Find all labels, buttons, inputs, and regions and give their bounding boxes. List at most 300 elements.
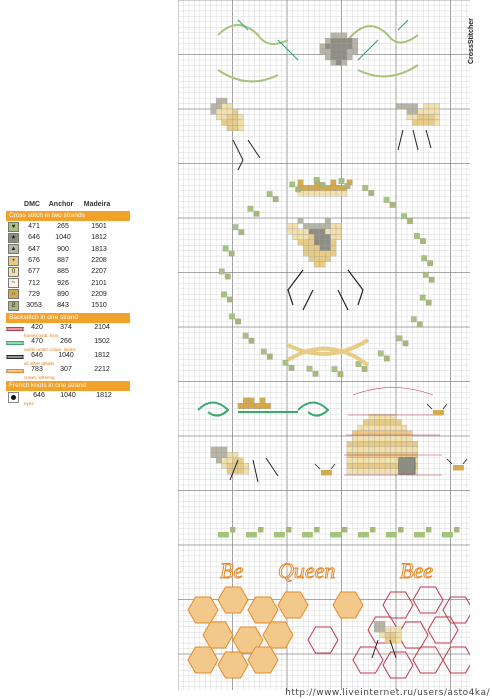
wreath-leaf (362, 366, 367, 371)
wreath-leaf (233, 225, 238, 230)
dmc-number: 729 (28, 290, 40, 298)
central-bee (309, 229, 314, 234)
bee-comb (385, 627, 390, 632)
crown-top (320, 191, 325, 196)
small-crown (243, 403, 248, 408)
central-bee (320, 234, 325, 239)
leaf-row (218, 532, 229, 537)
bee-middle (243, 463, 248, 468)
central-bee (325, 229, 330, 234)
crown-top (309, 185, 314, 190)
beehive (363, 441, 368, 446)
dmc-number: 646 (28, 234, 40, 242)
bee-comb (391, 627, 396, 632)
beehive (374, 469, 379, 474)
beehive (374, 463, 379, 468)
wreath-leaf (239, 230, 244, 235)
thread-usage: swirls under crown, stems (24, 347, 76, 353)
beehive (391, 469, 396, 474)
beehive (369, 463, 374, 468)
bee-left (233, 120, 238, 125)
beehive (412, 441, 417, 446)
bee-left (227, 109, 232, 114)
beehive (385, 469, 390, 474)
backstitch-list (6, 323, 130, 379)
bee-right (429, 109, 434, 114)
leaf-row (370, 527, 375, 532)
central-bee (314, 256, 319, 261)
cross-row (6, 255, 130, 266)
bee-middle (233, 452, 238, 457)
bee-middle (216, 458, 221, 463)
wreath-leaf (249, 338, 254, 343)
symbol-swatch: + (8, 256, 19, 266)
madeira-number: 2209 (91, 290, 107, 298)
leaf-row (314, 527, 319, 532)
top-beetle (347, 38, 352, 43)
wreath-leaf (339, 178, 344, 183)
source-credit: http://www.liveinternet.ru/users/asto4ka/ (285, 688, 490, 698)
wreath-leaf (384, 356, 389, 361)
small-crown (260, 398, 265, 403)
top-beetle (342, 38, 347, 43)
anchor-number: 265 (57, 223, 69, 231)
bee-left (227, 120, 232, 125)
beehive (352, 463, 357, 468)
bee-left (227, 114, 232, 119)
beehive (369, 458, 374, 463)
tiny-bee (453, 465, 464, 470)
central-bee (292, 234, 297, 239)
small-crown (260, 403, 265, 408)
top-beetle (342, 55, 347, 60)
bee-middle (222, 447, 227, 452)
crown-top (336, 191, 341, 196)
anchor-number: 926 (57, 279, 69, 287)
crown-top (303, 185, 308, 190)
wreath-leaf (267, 354, 272, 359)
top-beetle (342, 49, 347, 54)
bee-left (222, 120, 227, 125)
central-bee (325, 218, 330, 223)
wreath-leaf (227, 297, 232, 302)
top-beetle (352, 38, 357, 43)
top-beetle (336, 49, 341, 54)
bee-middle (216, 452, 221, 457)
beehive (412, 447, 417, 452)
bee-middle (211, 452, 216, 457)
wreath-leaf (314, 177, 319, 182)
thread-usage: all other details (24, 361, 55, 367)
wreath-leaf (223, 246, 228, 251)
madeira-number: 1501 (91, 223, 107, 231)
bee-comb (380, 627, 385, 632)
beehive (380, 469, 385, 474)
central-bee (314, 240, 319, 245)
beehive (391, 447, 396, 452)
bee-right (434, 104, 439, 109)
dmc-number: 676 (28, 257, 40, 265)
leaf-row (286, 527, 291, 532)
bee-comb (374, 627, 379, 632)
central-bee (314, 245, 319, 250)
beehive (358, 447, 363, 452)
central-bee (314, 223, 319, 228)
top-beetle (320, 49, 325, 54)
beehive (363, 463, 368, 468)
central-bee (320, 256, 325, 261)
cross-row (6, 244, 130, 255)
central-bee (303, 240, 308, 245)
central-bee (309, 234, 314, 239)
bee-right (423, 114, 428, 119)
bee-right (396, 104, 401, 109)
central-bee (303, 251, 308, 256)
leaf-row (414, 532, 425, 537)
dmc-number: 783 (31, 366, 43, 374)
central-bee (320, 223, 325, 228)
wreath-leaf (273, 196, 278, 201)
beehive (401, 436, 406, 441)
cross-stitch-chart (178, 0, 470, 690)
bee-comb (396, 632, 401, 637)
anchor-number: 1040 (58, 352, 74, 360)
central-bee (298, 218, 303, 223)
crown-top (298, 180, 303, 185)
col-anchor: Anchor (48, 200, 74, 208)
bee-left (222, 104, 227, 109)
central-bee (320, 262, 325, 267)
central-bee (320, 251, 325, 256)
dmc-number: 712 (28, 279, 40, 287)
central-bee (309, 251, 314, 256)
top-beetle (331, 60, 336, 65)
cross-row (6, 300, 130, 311)
bee-right (434, 120, 439, 125)
central-bee (325, 256, 330, 261)
top-beetle (336, 38, 341, 43)
bee-comb (391, 638, 396, 643)
bee-right (418, 114, 423, 119)
beehive (352, 441, 357, 446)
central-bee (303, 223, 308, 228)
wreath-leaf (390, 202, 395, 207)
leaf-row (398, 527, 403, 532)
wreath-leaf (320, 182, 325, 187)
beehive (396, 447, 401, 452)
wreath-leaf (219, 269, 224, 274)
bee-right (434, 114, 439, 119)
wreath-leaf (235, 319, 240, 324)
beehive (374, 447, 379, 452)
wreath-leaf (221, 292, 226, 297)
beehive (380, 420, 385, 425)
beehive (374, 420, 379, 425)
beehive (347, 441, 352, 446)
line-swatch (6, 355, 24, 359)
central-bee (331, 229, 336, 234)
beehive (363, 469, 368, 474)
anchor-number: 1040 (55, 234, 71, 242)
symbol-swatch: ▲ (8, 244, 19, 254)
bee-comb (380, 632, 385, 637)
top-beetle (331, 44, 336, 49)
bee-left (233, 109, 238, 114)
wreath-leaf (397, 336, 402, 341)
anchor-number: 890 (57, 290, 69, 298)
thread-usage: eyes (24, 401, 34, 407)
beehive (374, 436, 379, 441)
beehive (407, 447, 412, 452)
crown-top (325, 185, 330, 190)
dmc-number: 647 (28, 245, 40, 253)
central-bee (314, 234, 319, 239)
central-bee (309, 223, 314, 228)
central-bee (325, 245, 330, 250)
small-crown (243, 398, 248, 403)
leaf-row (230, 527, 235, 532)
beehive (385, 441, 390, 446)
top-beetle (336, 44, 341, 49)
beehive (352, 436, 357, 441)
dmc-number: 646 (33, 392, 45, 400)
thread-usage: crown, lettering (24, 375, 55, 381)
wreath-leaf (403, 341, 408, 346)
central-bee (336, 234, 341, 239)
crown-top (314, 191, 319, 196)
brand-logo (468, 20, 482, 64)
dmc-number: 646 (31, 352, 43, 360)
wreath-leaf (229, 314, 234, 319)
top-beetle (352, 44, 357, 49)
beehive (396, 441, 401, 446)
top-beetle (336, 60, 341, 65)
central-bee (303, 245, 308, 250)
central-bee (309, 245, 314, 250)
beehive (391, 441, 396, 446)
crown-top (325, 191, 330, 196)
central-bee (309, 240, 314, 245)
wreath-leaf (289, 182, 294, 187)
beehive (401, 441, 406, 446)
hive-door (399, 458, 415, 474)
beehive (374, 425, 379, 430)
beehive (369, 441, 374, 446)
wreath-leaf (229, 251, 234, 256)
anchor-number: 887 (57, 257, 69, 265)
beehive (391, 458, 396, 463)
top-beetle (342, 33, 347, 38)
wreath-leaf (295, 187, 300, 192)
beehive (369, 436, 374, 441)
top-beetle (331, 33, 336, 38)
beehive (374, 458, 379, 463)
madeira-number: 2212 (94, 366, 110, 374)
knot-row (6, 391, 130, 405)
beehive (380, 458, 385, 463)
top-beetle (336, 33, 341, 38)
wreath-leaf (261, 349, 266, 354)
beehive (363, 420, 368, 425)
anchor-number: 843 (57, 302, 69, 310)
beehive (396, 436, 401, 441)
wreath-leaf (267, 191, 272, 196)
leaf-row (358, 532, 369, 537)
anchor-number: 307 (60, 366, 72, 374)
symbol-swatch: ~ (8, 278, 19, 288)
beehive (358, 463, 363, 468)
central-bee (303, 229, 308, 234)
beehive (385, 425, 390, 430)
bee-left (222, 109, 227, 114)
central-bee (331, 245, 336, 250)
small-crown (238, 403, 243, 408)
crown-top (331, 185, 336, 190)
bee-comb (396, 638, 401, 643)
madeira-number: 1812 (94, 352, 110, 360)
central-bee (325, 234, 330, 239)
bee-middle (222, 458, 227, 463)
wreath-leaf (225, 274, 230, 279)
cross-stitch-title: Cross stitch in two strands (6, 211, 130, 221)
cross-row (6, 232, 130, 243)
beehive (374, 441, 379, 446)
bee-middle (238, 458, 243, 463)
beehive (352, 458, 357, 463)
beehive (347, 458, 352, 463)
wreath-leaf (345, 183, 350, 188)
symbol-swatch: 0 (8, 267, 19, 277)
leaf-row (442, 532, 453, 537)
bee-left (211, 104, 216, 109)
beehive (380, 447, 385, 452)
bee-middle (222, 463, 227, 468)
col-madeira: Madeira (83, 200, 111, 208)
central-bee (336, 229, 341, 234)
bee-right (412, 104, 417, 109)
bee-comb (391, 632, 396, 637)
beehive (401, 425, 406, 430)
bee-left (233, 125, 238, 130)
bee-left (227, 104, 232, 109)
beehive (358, 458, 363, 463)
top-beetle (331, 49, 336, 54)
wreath-leaf (313, 371, 318, 376)
bee-right (423, 109, 428, 114)
top-beetle (320, 44, 325, 49)
bee-right (412, 109, 417, 114)
beehive (358, 441, 363, 446)
bee-right (412, 120, 417, 125)
central-bee (336, 223, 341, 228)
beehive (363, 425, 368, 430)
central-bee (287, 223, 292, 228)
wreath-leaf (338, 371, 343, 376)
beehive (347, 463, 352, 468)
beehive (347, 469, 352, 474)
bee-middle (238, 463, 243, 468)
top-beetle (325, 55, 330, 60)
central-bee (298, 240, 303, 245)
wreath-leaf (420, 238, 425, 243)
beehive (363, 447, 368, 452)
central-bee (292, 223, 297, 228)
beehive (385, 436, 390, 441)
line-swatch (6, 369, 24, 373)
central-bee (325, 223, 330, 228)
line-swatch (6, 327, 24, 331)
symbol-swatch: ♥ (8, 222, 19, 232)
french-knot-list (6, 391, 130, 405)
leaf-row (342, 527, 347, 532)
backstitch-row (6, 365, 130, 379)
wreath-leaf (378, 351, 383, 356)
central-bee (287, 229, 292, 234)
wreath-leaf (307, 366, 312, 371)
small-crown (249, 403, 254, 408)
wreath-leaf (401, 214, 406, 219)
madeira-number: 2101 (91, 279, 107, 287)
cross-row (6, 221, 130, 232)
bee-right (429, 120, 434, 125)
crown-top (309, 191, 314, 196)
wreath-leaf (411, 317, 416, 322)
madeira-number: 1813 (91, 245, 107, 253)
crown-top (342, 191, 347, 196)
bee-left (222, 98, 227, 103)
beehive (391, 463, 396, 468)
anchor-number: 900 (57, 245, 69, 253)
wreath-leaf (248, 206, 253, 211)
bee-left (227, 125, 232, 130)
beehive (369, 447, 374, 452)
bee-right (401, 104, 406, 109)
bee-right (412, 114, 417, 119)
crown-top (303, 191, 308, 196)
beehive (380, 425, 385, 430)
central-bee (298, 234, 303, 239)
bee-middle (238, 469, 243, 474)
beehive (407, 441, 412, 446)
symbol-swatch: ★ (8, 233, 19, 243)
top-beetle (352, 49, 357, 54)
bee-middle (227, 458, 232, 463)
wreath-leaf (427, 261, 432, 266)
bee-left (238, 125, 243, 130)
anchor-number: 266 (60, 338, 72, 346)
bee-middle (216, 447, 221, 452)
cross-row (6, 277, 130, 288)
bee-left (238, 120, 243, 125)
beehive (358, 469, 363, 474)
cross-row (6, 289, 130, 300)
bee-right (407, 104, 412, 109)
wreath-leaf (332, 366, 337, 371)
tiny-bee (433, 410, 444, 415)
beehive (401, 447, 406, 452)
beehive (391, 425, 396, 430)
lettering-bee: Bee (400, 558, 433, 583)
bee-left (216, 109, 221, 114)
central-bee (309, 256, 314, 261)
madeira-number: 2208 (91, 257, 107, 265)
beehive (385, 447, 390, 452)
beehive (391, 420, 396, 425)
wreath-leaf (417, 322, 422, 327)
bee-left (216, 114, 221, 119)
central-bee (320, 240, 325, 245)
thread-key (6, 199, 130, 405)
